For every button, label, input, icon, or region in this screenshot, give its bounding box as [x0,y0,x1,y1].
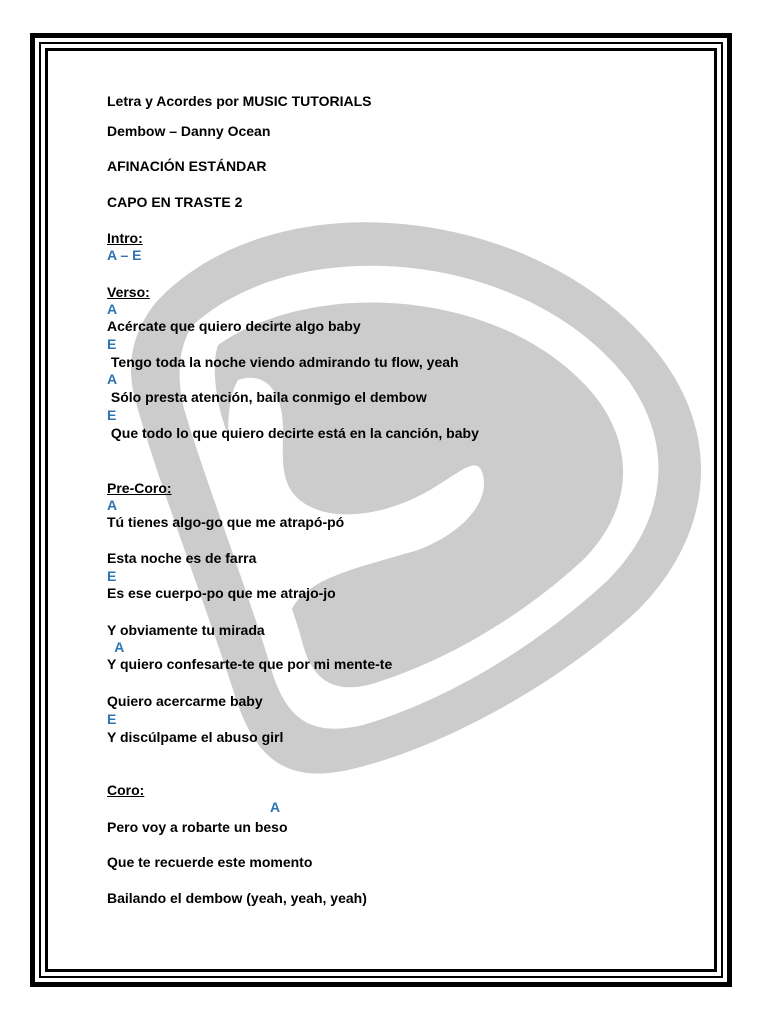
tuning-line: AFINACIÓN ESTÁNDAR [107,158,267,174]
lyric-line: Quiero acercarme baby [107,693,263,709]
lyric-line: Pero voy a robarte un beso [107,819,288,835]
chord: A [107,497,118,513]
lyric-line: Que te recuerde este momento [107,854,313,870]
credit-line: Letra y Acordes por MUSIC TUTORIALS [107,93,372,109]
lyric-line: Bailando el dembow (yeah, yeah, yeah) [107,890,367,906]
lyric-line: Sólo presta atención, baila conmigo el dembow [107,389,427,405]
lyric-line: Tengo toda la noche viendo admirando tu flow, yeah [107,354,459,370]
lyric-line: Y discúlpame el abuso girl [107,729,284,745]
intro-chords: A – E [107,247,142,263]
chord: E [107,407,117,423]
lyric-line: Tú tienes algo-go que me atrapó-pó [107,514,345,530]
chord: E [107,568,117,584]
chord: A [107,371,118,387]
lyric-line: Esta noche es de farra [107,550,257,566]
chord: E [107,711,117,727]
lyric-line: Acércate que quiero decirte algo baby [107,318,361,334]
song-title: Dembow – Danny Ocean [107,123,271,139]
verso-heading: Verso: [107,284,150,300]
chord: A [107,301,118,317]
lyric-line: Y obviamente tu mirada [107,622,265,638]
lyric-line: Y quiero confesarte-te que por mi mente-te [107,656,393,672]
capo-line: CAPO EN TRASTE 2 [107,194,243,210]
precoro-heading: Pre-Coro: [107,480,172,496]
chord: A [270,799,281,815]
lyric-line: Que todo lo que quiero decirte está en la canción, baby [107,425,479,441]
coro-heading: Coro: [107,782,145,798]
chord: A [107,639,125,655]
chord: E [107,336,117,352]
lyric-line: Es ese cuerpo-po que me atrajo-jo [107,585,336,601]
intro-heading: Intro: [107,230,143,246]
